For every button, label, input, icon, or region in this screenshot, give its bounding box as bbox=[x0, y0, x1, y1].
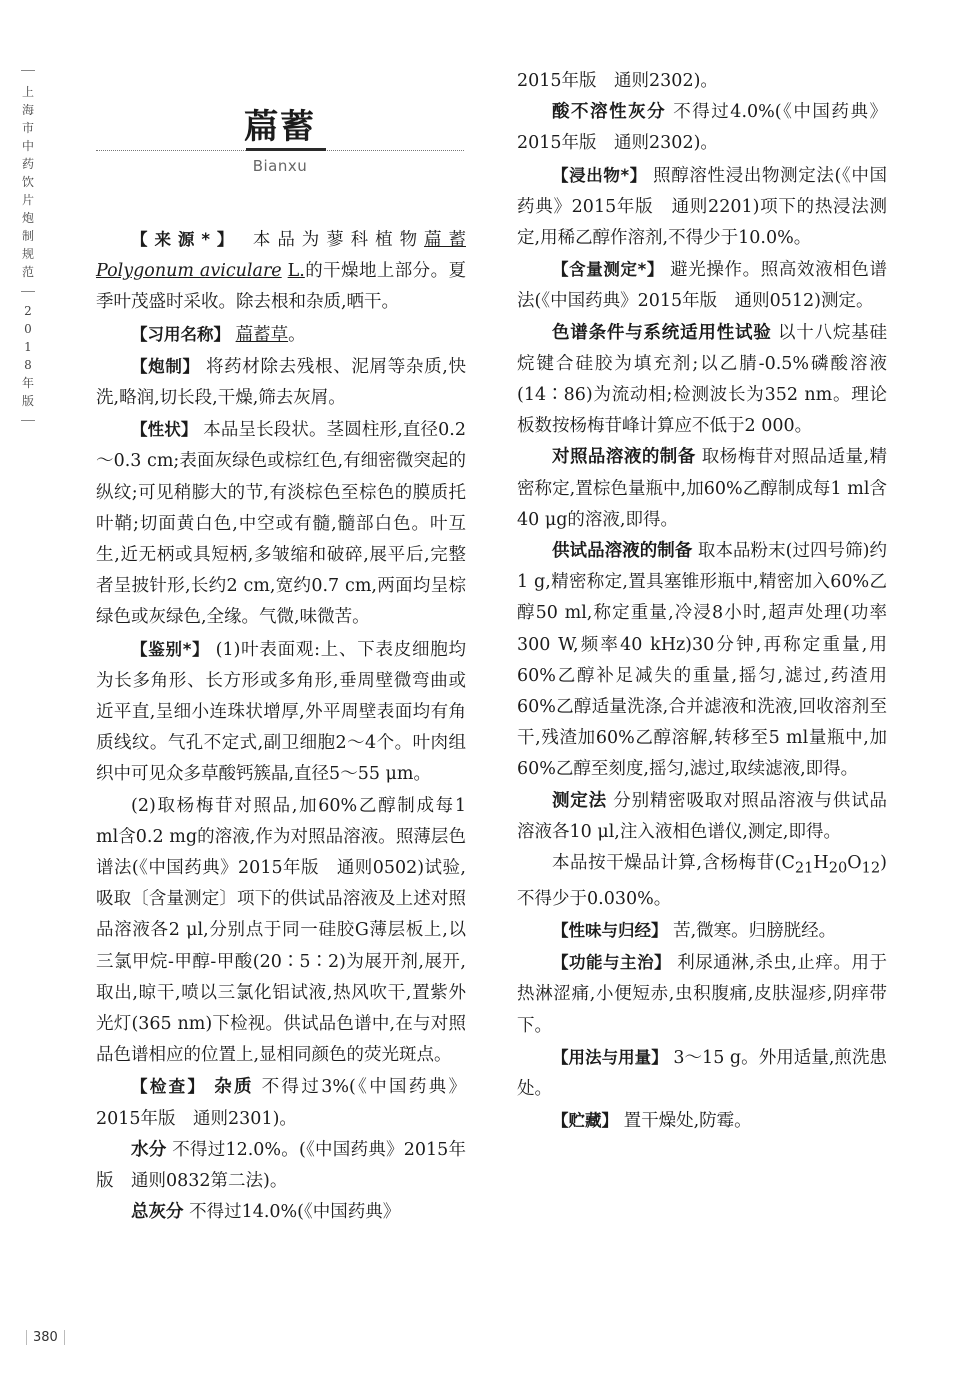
storage-tag: 【贮藏】 bbox=[552, 1111, 618, 1131]
page-number: 380 bbox=[26, 1330, 65, 1345]
section-content-limit bbox=[517, 848, 887, 915]
chrom-label: 色谱条件与系统适用性试验 bbox=[552, 322, 772, 343]
source-text: 本品为蓼科植物 bbox=[252, 230, 425, 250]
function-tag: 【功能与主治】 bbox=[552, 953, 672, 973]
water-text: 不得过12.0%。(《中国药典》2015年版 通则0832第二法)。 bbox=[96, 1139, 466, 1192]
section-source bbox=[96, 224, 466, 319]
spine-char: 片 bbox=[21, 193, 34, 207]
spine-char: 上 bbox=[21, 85, 34, 99]
acid-ash-text: 不得过4.0%(《中国药典》2015年版 通则2302)。 bbox=[517, 102, 887, 154]
spine-char: 0 bbox=[24, 322, 32, 336]
dosage-text: 3～15 g。外用适量,煎洗患处。 bbox=[517, 1047, 888, 1099]
left-column bbox=[96, 224, 466, 1229]
spine-rule-bottom bbox=[21, 420, 35, 421]
spine-char: 中 bbox=[21, 139, 34, 153]
method-label: 测定法 bbox=[552, 790, 607, 811]
section-identification-2 bbox=[96, 791, 466, 1072]
spine-char: 2 bbox=[24, 304, 32, 318]
total-ash-continued: 2015年版 通则2302)。 bbox=[517, 71, 718, 91]
chrom-text: 以十八烷基硅烷键合硅胶为填充剂;以乙腈-0.5%磷酸溶液(14∶86)为流动相;检测波长为352 nm。理论板数按杨梅苷峰计算应不低于2 000。 bbox=[517, 322, 888, 437]
function-text: 利尿通淋,杀虫,止痒。用于热淋涩痛,小便短赤,虫积腹痛,皮肤湿疹,阴痒带下。 bbox=[517, 953, 887, 1036]
plant-name: 萹蓄 bbox=[424, 230, 466, 250]
common-name-tag: 【习用名称】 bbox=[131, 324, 230, 344]
identification-text-2: (2)取杨梅苷对照品,加60%乙醇制成每1 ml含0.2 mg的溶液,作为对照品溶液。照薄层色谱法(《中国药典》2015年版 通则0502)试验,吸取〔含量测定〕项下的供试品溶液及上述对照品溶液各2 μl,分别点于同一硅胶G薄层板上,以三氯甲烷-甲醇-甲酸(20∶5∶2)为展开剂,展开,取出,晾干,喷以三氯化铝试液,热风吹干,置紫外光灯(365 nm)下检视。供试品色谱中,在与对照品色谱相应的位置上,显相同颜色的荧光斑点。 bbox=[96, 795, 466, 1066]
processing-text: 将药材除去残根、泥屑等杂质,快洗,略润,切长段,干燥,筛去灰屑。 bbox=[96, 356, 467, 409]
common-name-value: 萹蓄草 bbox=[235, 324, 289, 345]
content-end: )不得少于0.030%。 bbox=[517, 853, 887, 909]
section-acid-ash bbox=[517, 97, 887, 159]
latin-name: Polygonum aviculare bbox=[96, 261, 282, 282]
title-underline bbox=[246, 148, 326, 151]
section-water bbox=[96, 1135, 466, 1197]
section-extract bbox=[517, 160, 887, 255]
spine-char: 规 bbox=[21, 247, 34, 261]
running-title-spine bbox=[19, 70, 37, 421]
description-tag: 【性状】 bbox=[131, 420, 198, 440]
storage-text: 置干燥处,防霉。 bbox=[623, 1111, 752, 1132]
water-label: 水分 bbox=[131, 1139, 167, 1160]
spine-char: 饮 bbox=[21, 175, 34, 189]
formula-sub: 21 bbox=[794, 859, 814, 877]
spine-char: 范 bbox=[21, 265, 34, 279]
source-tag: 【来源*】 bbox=[131, 230, 241, 249]
section-nature bbox=[517, 915, 887, 947]
spine-char: 制 bbox=[21, 229, 34, 243]
entry-title: 萹蓄 bbox=[244, 107, 316, 147]
section-description bbox=[96, 414, 466, 633]
assay-text: 避光操作。照高效液相色谱法(《中国药典》2015年版 通则0512)测定。 bbox=[517, 260, 887, 312]
entry-pinyin: Bianxu bbox=[252, 157, 308, 175]
entry-title-block bbox=[96, 106, 464, 175]
spine-char: 1 bbox=[24, 340, 32, 354]
impurity-text: 不得过3%(《中国药典》2015年版 通则2301)。 bbox=[96, 1077, 466, 1129]
test-sol-label: 供试品溶液的制备 bbox=[552, 541, 693, 562]
assay-tag: 【含量测定*】 bbox=[552, 260, 664, 280]
identification-tag: 【鉴别*】 bbox=[131, 639, 210, 659]
spine-char: 药 bbox=[21, 157, 34, 171]
section-identification bbox=[96, 634, 466, 791]
spine-rule-mid bbox=[21, 291, 35, 292]
dosage-tag: 【用法与用量】 bbox=[552, 1047, 668, 1067]
spine-char: 市 bbox=[21, 121, 34, 135]
processing-tag: 【炮制】 bbox=[131, 356, 200, 376]
section-processing bbox=[96, 351, 466, 414]
formula-o: O bbox=[847, 853, 862, 874]
description-text: 本品呈长段状。茎圆柱形,直径0.2～0.3 cm;表面灰绿色或棕红色,有细密微突起的纵纹;可见稍膨大的节,有淡棕色至棕色的膜质托叶鞘;切面黄白色,中空或有髓,髓部白色。叶互生,近无柄或具短柄,多皱缩和破碎,展平后,完整者呈披针形,长约2 cm,宽约0.7 cm,两面均呈棕绿色或灰绿色,全缘。气微,味微苦。 bbox=[96, 420, 466, 628]
acid-ash-label: 酸不溶性灰分 bbox=[552, 102, 667, 123]
method-text: 分别精密吸取对照品溶液与供试品溶液各10 μl,注入液相色谱仪,测定,即得。 bbox=[517, 790, 887, 842]
section-storage bbox=[517, 1105, 887, 1137]
source-text-2: 的干燥地上部分。夏季叶茂盛时采收。除去根和杂质,晒干。 bbox=[96, 261, 466, 313]
section-common-name bbox=[96, 319, 466, 351]
spine-char: 版 bbox=[21, 394, 34, 408]
total-ash-label: 总灰分 bbox=[131, 1202, 184, 1223]
extract-tag: 【浸出物*】 bbox=[552, 165, 647, 185]
common-name-end: 。 bbox=[288, 324, 306, 345]
section-test-solution bbox=[517, 536, 887, 786]
inspection-tag: 【检查】 bbox=[131, 1077, 207, 1097]
test-sol-text: 取本品粉末(过四号筛)约1 g,精密称定,置具塞锥形瓶中,精密加入60%乙醇50 ml,称定重量,冷浸8小时,超声处理(功率300 W,频率40 kHz)30分钟,再称定重量,用60%乙醇补足减失的重量,摇匀,滤过,药渣用60%乙醇适量洗涤,合并滤液和洗液,回收溶剂至干,残渣加60%乙醇溶解,转移至5 ml量瓶中,加60%乙醇至刻度,摇匀,滤过,取续滤液,即得。 bbox=[517, 541, 887, 780]
formula-h: H bbox=[813, 853, 829, 874]
spine-char: 8 bbox=[24, 358, 32, 372]
spine-book-title bbox=[19, 83, 37, 281]
spine-char: 炮 bbox=[21, 211, 34, 225]
section-chromatography bbox=[517, 318, 887, 443]
section-inspection bbox=[96, 1071, 466, 1134]
impurity-label: 杂质 bbox=[214, 1077, 254, 1098]
nature-tag: 【性味与归经】 bbox=[552, 920, 668, 940]
section-function bbox=[517, 947, 887, 1042]
spine-char: 海 bbox=[21, 103, 34, 117]
right-column bbox=[517, 66, 887, 1137]
spine-char: 年 bbox=[21, 376, 34, 390]
nature-text: 苦,微寒。归膀胱经。 bbox=[673, 920, 837, 941]
ref-sol-text: 取杨梅苷对照品适量,精密称定,置棕色量瓶中,加60%乙醇制成每1 ml含40 μg的溶液,即得。 bbox=[517, 447, 887, 530]
total-ash-text: 不得过14.0%(《中国药典》 bbox=[189, 1202, 401, 1223]
section-dosage bbox=[517, 1042, 887, 1105]
section-assay bbox=[517, 254, 887, 317]
identification-text-1: (1)叶表面观:上、下表皮细胞均为长多角形、长方形或多角形,垂周壁微弯曲或近平直,呈细小连珠状增厚,外平周壁表面均有角质线纹。气孔不定式,副卫细胞2～4个。叶肉组织中可见众多草酸钙簇晶,直径5～55 μm。 bbox=[96, 639, 466, 785]
latin-author: L. bbox=[287, 261, 305, 282]
section-method bbox=[517, 786, 887, 848]
formula-sub: 20 bbox=[828, 859, 848, 877]
ref-sol-label: 对照品溶液的制备 bbox=[552, 447, 696, 468]
extract-text: 照醇溶性浸出物测定法(《中国药典》2015年版 通则2201)项下的热浸法测定,用稀乙醇作溶剂,不得少于10.0%。 bbox=[517, 165, 887, 249]
spine-rule-top bbox=[21, 70, 35, 71]
section-reference-solution bbox=[517, 442, 887, 536]
spine-edition bbox=[19, 302, 37, 410]
formula-sub: 12 bbox=[861, 859, 881, 877]
content-text: 本品按干燥品计算,含杨梅苷(C bbox=[552, 853, 795, 874]
section-total-ash bbox=[96, 1197, 466, 1228]
